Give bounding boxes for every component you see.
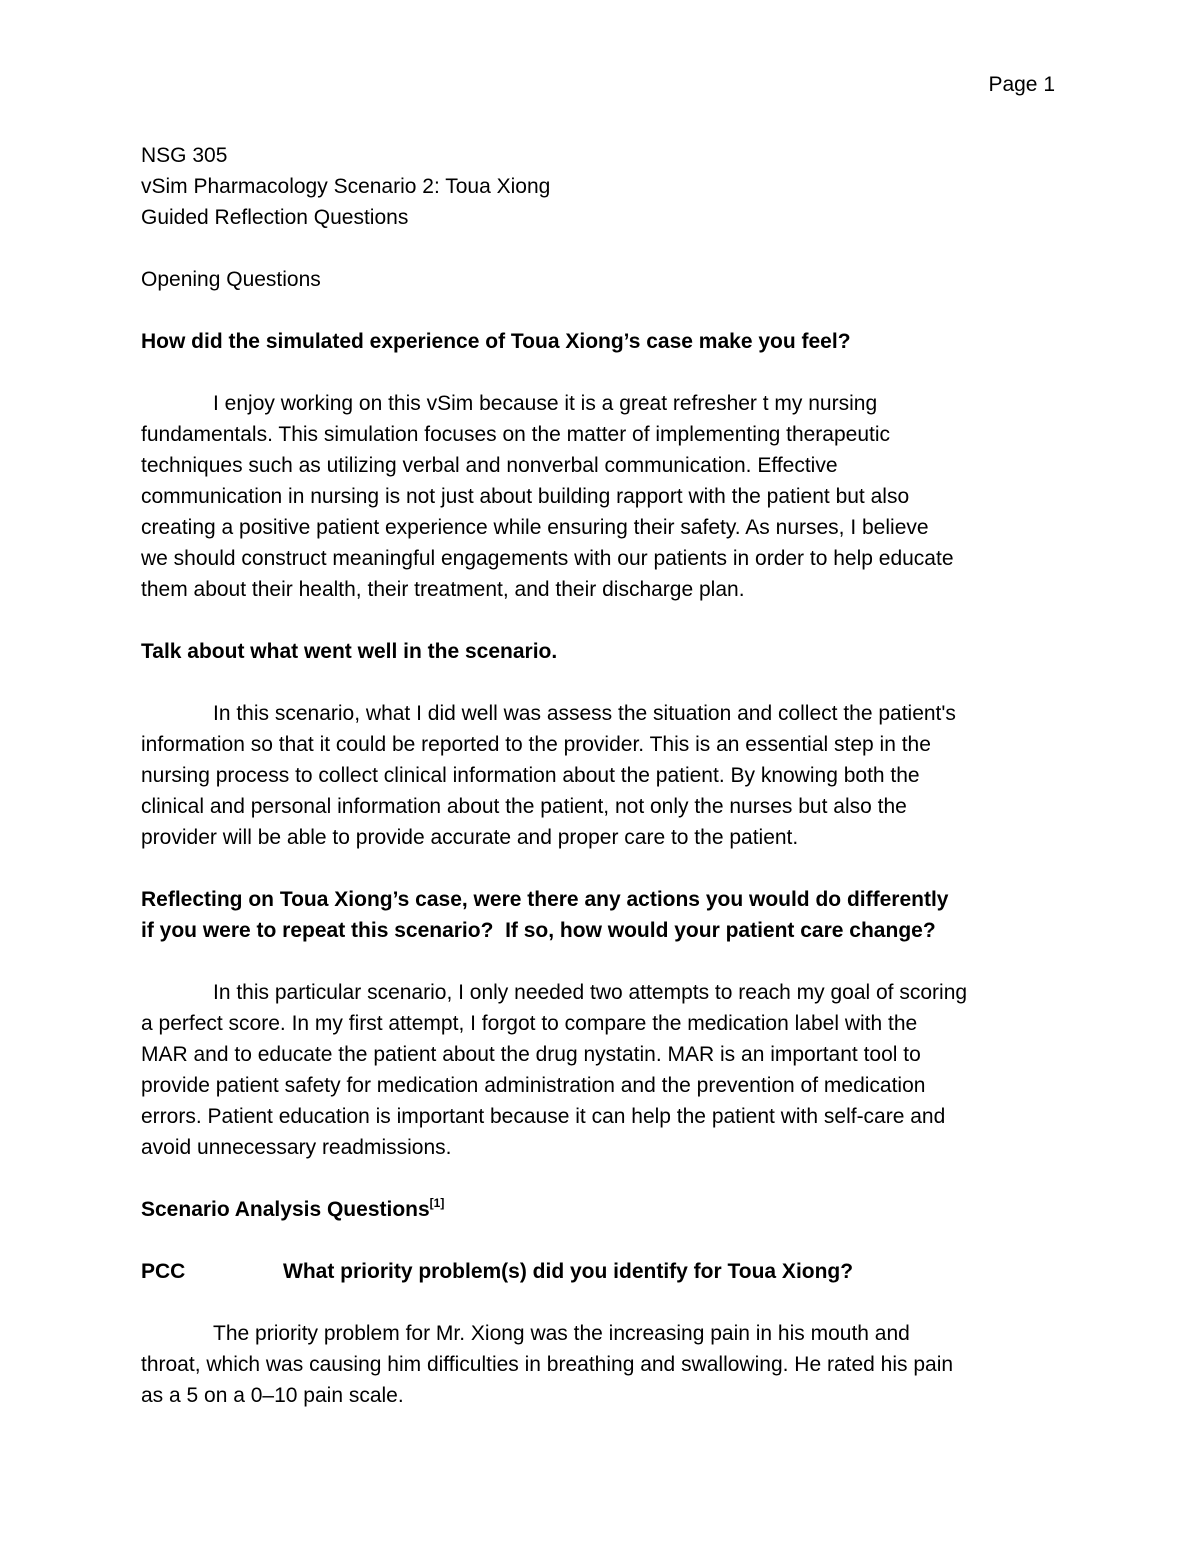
answer-line: communication in nursing is not just about building rapport with the patient but also — [141, 485, 910, 508]
answer-line: as a 5 on a 0–10 pain scale. — [141, 1384, 404, 1407]
answer-line: techniques such as utilizing verbal and nonverbal communication. Effective — [141, 454, 838, 477]
answer-line: The priority problem for Mr. Xiong was the increasing pain in his mouth and — [213, 1322, 910, 1345]
answer-went-well — [141, 698, 1061, 853]
spacer — [141, 357, 1061, 388]
spacer — [141, 946, 1061, 977]
page-number: Page 1 — [988, 73, 1055, 96]
spacer — [141, 1163, 1061, 1194]
spacer — [141, 853, 1061, 884]
footnote-reference[interactable]: [1] — [429, 1196, 445, 1210]
answer-line: avoid unnecessary readmissions. — [141, 1136, 452, 1159]
answer-line: In this scenario, what I did well was assess the situation and collect the patient's — [213, 702, 956, 725]
answer-line: In this particular scenario, I only needed two attempts to reach my goal of scoring — [213, 981, 968, 1004]
answer-line: clinical and personal information about the patient, not only the nurses but also the — [141, 795, 907, 818]
answer-line: nursing process to collect clinical information about the patient. By knowing both the — [141, 764, 920, 787]
answer-pcc — [141, 1318, 1061, 1411]
opening-questions-heading: Opening Questions — [141, 268, 321, 291]
answer-line: errors. Patient education is important because it can help the patient with self-care and — [141, 1105, 946, 1128]
question-do-differently-line2: if you were to repeat this scenario? If so, how would your patient care change? — [141, 919, 936, 942]
question-do-differently-line1: Reflecting on Toua Xiong’s case, were there any actions you would do differently — [141, 888, 949, 911]
answer-do-differently — [141, 977, 1061, 1163]
answer-line: creating a positive patient experience while ensuring their safety. As nurses, I believe — [141, 516, 929, 539]
spacer — [141, 667, 1061, 698]
answer-line: MAR and to educate the patient about the drug nystatin. MAR is an important tool to — [141, 1043, 921, 1066]
spacer — [141, 605, 1061, 636]
pcc-label: PCC — [141, 1260, 186, 1283]
question-went-well: Talk about what went well in the scenario. — [141, 640, 558, 663]
answer-line: provider will be able to provide accurate and proper care to the patient. — [141, 826, 799, 849]
scenario-analysis-heading: Scenario Analysis Questions[1] — [141, 1196, 445, 1221]
scenario-title: vSim Pharmacology Scenario 2: Toua Xiong — [141, 175, 551, 198]
answer-line: provide patient safety for medication administration and the prevention of medication — [141, 1074, 926, 1097]
document-title: Guided Reflection Questions — [141, 206, 409, 229]
answer-line: fundamentals. This simulation focuses on the matter of implementing therapeutic — [141, 423, 891, 446]
document-body — [141, 140, 1061, 1411]
question-feelings: How did the simulated experience of Toua Xiong’s case make you feel? — [141, 330, 851, 353]
pcc-question-row — [141, 1256, 1061, 1287]
answer-line: I enjoy working on this vSim because it is a great refresher t my nursing — [213, 392, 878, 415]
answer-line: we should construct meaningful engagements with our patients in order to help educate — [141, 547, 954, 570]
course-code: NSG 305 — [141, 144, 228, 167]
spacer — [141, 1287, 1061, 1318]
spacer — [141, 295, 1061, 326]
answer-line: a perfect score. In my first attempt, I forgot to compare the medication label with the — [141, 1012, 918, 1035]
pcc-question: What priority problem(s) did you identify for Toua Xiong? — [283, 1260, 854, 1283]
answer-line: information so that it could be reported to the provider. This is an essential step in the — [141, 733, 931, 756]
spacer — [141, 233, 1061, 264]
answer-feelings — [141, 388, 1061, 605]
spacer — [141, 1225, 1061, 1256]
answer-line: them about their health, their treatment, and their discharge plan. — [141, 578, 745, 601]
answer-line: throat, which was causing him difficulties in breathing and swallowing. He rated his pain — [141, 1353, 954, 1376]
